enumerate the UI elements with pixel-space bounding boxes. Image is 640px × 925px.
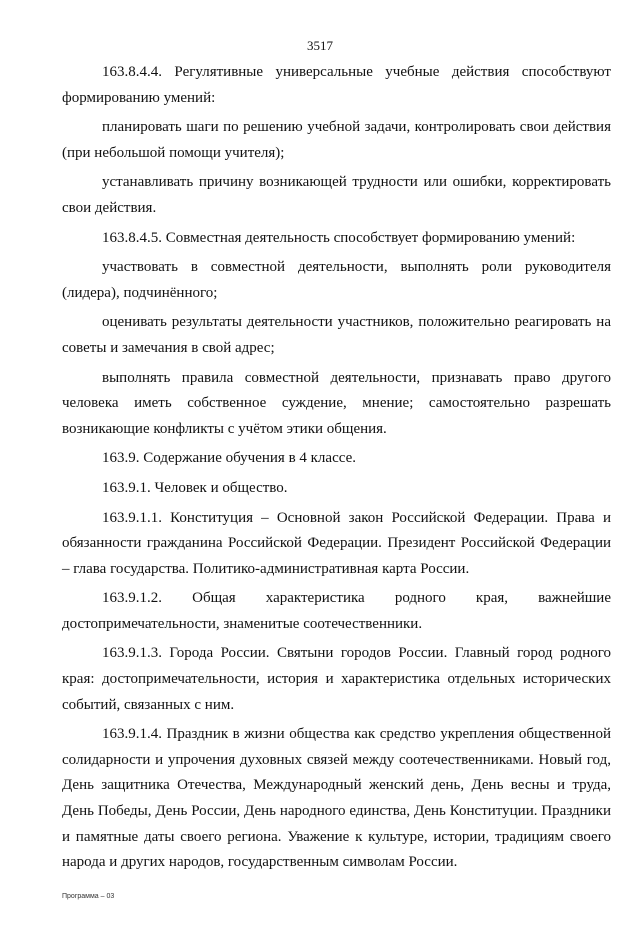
paragraph-163-9-1-4: 163.9.1.4. Праздник в жизни общества как средство укрепления общественной солидарности и упрочения духовных связей между соотечественниками. Новый год, День защитника Отечества, Международный женский день, День весны и труда, День Победы, День России, День народного единства, День Конституции. Праздники и памятные даты своего региона. Уважение к культуре, истории, традициям своего народа и других народов, государственным символам России. xyxy=(62,726,611,871)
page-number: 3517 xyxy=(307,38,333,53)
paragraph-163-9-1-3: 163.9.1.3. Города России. Святыни городов России. Главный город родного края: достопримечательности, история и характеристика отдельных исторических событий, связанных с ним. xyxy=(62,645,611,713)
paragraph-find-cause: устанавливать причину возникающей трудности или ошибки, корректировать свои действия. xyxy=(62,174,611,216)
paragraph-163-9-1-2: 163.9.1.2. Общая характеристика родного края, важнейшие достопримечательности, знаменитые соотечественники. xyxy=(62,590,611,632)
document-body xyxy=(62,60,611,880)
footer-program-label: Программа – 03 xyxy=(62,893,115,900)
paragraph-follow-rules: выполнять правила совместной деятельности, признавать право другого человека иметь собственное суждение, мнение; самостоятельно разрешать возникающие конфликты с учётом этики общения. xyxy=(62,369,611,437)
paragraph-163-8-4-4: 163.8.4.4. Регулятивные универсальные учебные действия способствуют формированию умений: xyxy=(62,64,611,106)
paragraph-plan-steps: планировать шаги по решению учебной задачи, контролировать свои действия (при небольшой помощи учителя); xyxy=(62,119,611,161)
paragraph-163-9-1-1: 163.9.1.1. Конституция – Основной закон Российской Федерации. Права и обязанности гражданина Российской Федерации. Президент Российской Федерации – глава государства. Политико-административная карта России. xyxy=(62,509,611,577)
paragraph-163-9-1: 163.9.1. Человек и общество. xyxy=(102,479,288,496)
paragraph-evaluate: оценивать результаты деятельности участников, положительно реагировать на советы и замечания в свой адрес; xyxy=(62,314,611,356)
paragraph-participate: участвовать в совместной деятельности, выполнять роли руководителя (лидера), подчинённого; xyxy=(62,259,611,301)
paragraph-163-8-4-5: 163.8.4.5. Совместная деятельность способствует формированию умений: xyxy=(102,229,576,246)
paragraph-163-9: 163.9. Содержание обучения в 4 классе. xyxy=(102,450,356,467)
